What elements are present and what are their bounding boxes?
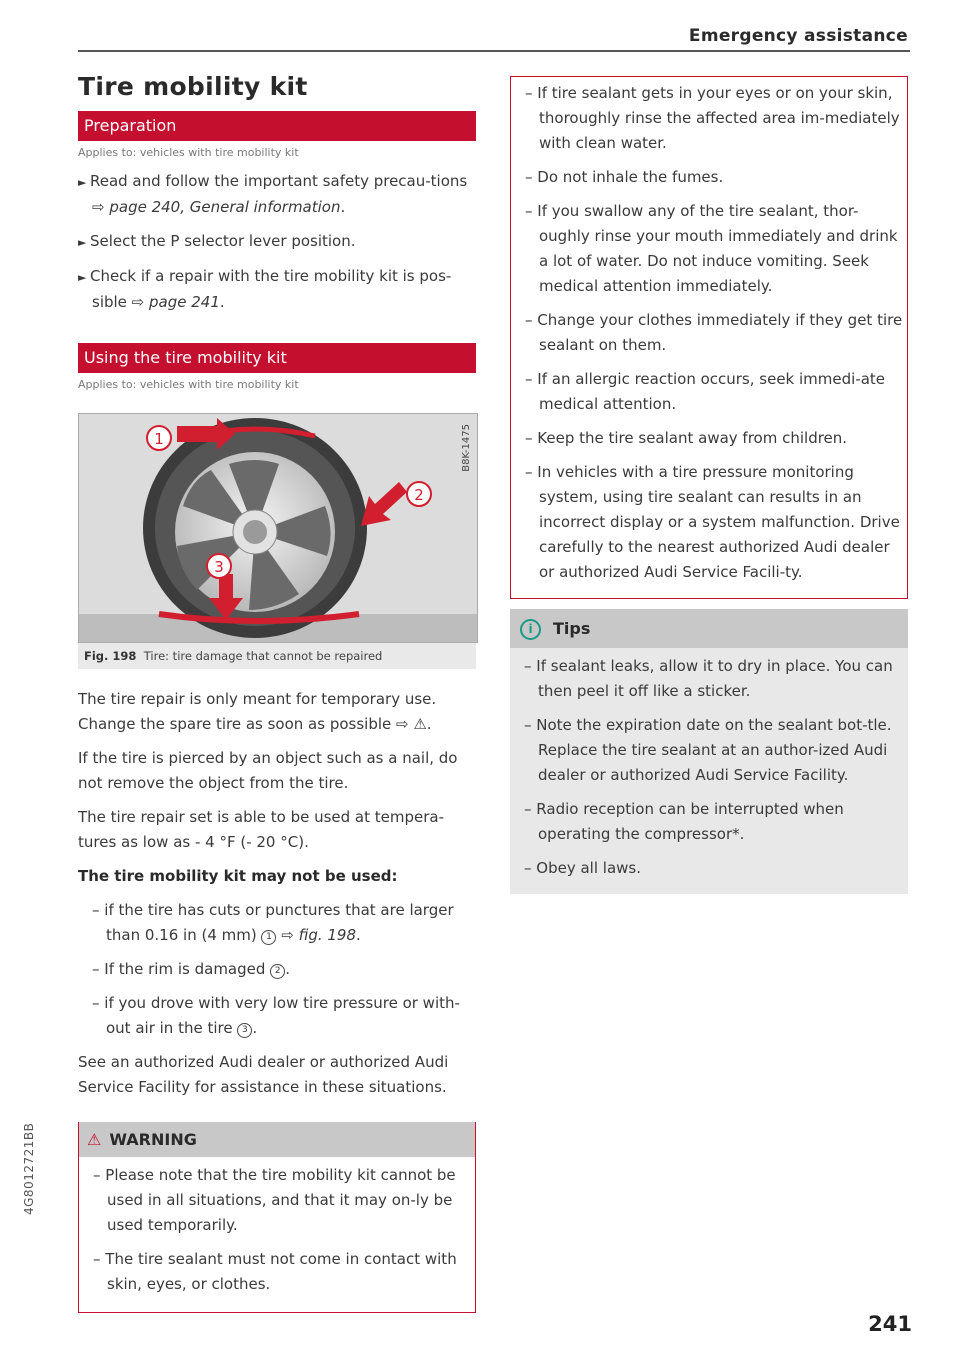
step-item: ► Check if a repair with the tire mobility kit is pos-sible ⇨ page 241. (78, 264, 476, 315)
left-column (78, 72, 476, 1313)
warning-triangle-icon: ⚠ (87, 1130, 102, 1149)
warning-item: – In vehicles with a tire pressure monitoring system, using tire sealant can results in an incorrect display or a system malfunction. Drive carefully to the nearest authorized Audi dealer or authorized Audi Service Facili-ty. (511, 460, 907, 585)
step-item: ► Select the P selector lever position. (78, 229, 476, 255)
warning-item: – Do not inhale the fumes. (511, 165, 907, 190)
callout-2: 2 (414, 486, 424, 504)
document-code: 4G8012721BB (22, 1122, 36, 1215)
preparation-steps (78, 169, 476, 315)
list-item: – if the tire has cuts or punctures that are larger than 0.16 in (4 mm) 1 ⇨ fig. 198. (78, 898, 476, 948)
step-item: ► Read and follow the important safety precau-tions ⇨ page 240, General information. (78, 169, 476, 220)
not-used-heading: The tire mobility kit may not be used: (78, 867, 398, 885)
tip-item: – Note the expiration date on the sealant bot-tle. Replace the tire sealant at an author-ized Audi dealer or authorized Audi Service Facility. (510, 713, 908, 788)
warning-body (79, 1157, 475, 1312)
callout-1: 1 (154, 430, 164, 448)
warning-heading: ⚠ WARNING (79, 1122, 475, 1157)
warning-item: – Change your clothes immediately if they get tire sealant on them. (511, 308, 907, 358)
list-item: – If the rim is damaged 2 . (78, 957, 476, 982)
using-applies: Applies to: vehicles with tire mobility kit (78, 378, 299, 391)
warning-item: – Keep the tire sealant away from children. (511, 426, 907, 451)
right-column (510, 76, 908, 894)
callout-3: 3 (214, 558, 224, 576)
warning-item: – If an allergic reaction occurs, seek immedi-ate medical attention. (511, 367, 907, 417)
figure-caption: Fig. 198 Tire: tire damage that cannot be repaired (78, 643, 476, 669)
tire-illustration (79, 414, 477, 642)
tip-item: – Radio reception can be interrupted when operating the compressor*. (510, 797, 908, 847)
using-body (78, 687, 476, 1100)
paragraph: See an authorized Audi dealer or authorized Audi Service Facility for assistance in these situations. (78, 1053, 449, 1096)
paragraph: The tire repair is only meant for temporary use. Change the spare tire as soon as possible ⇨ ⚠. (78, 690, 437, 733)
paragraph: The tire repair set is able to be used at tempera-tures as low as - 4 °F (- 20 °C). (78, 808, 445, 851)
tips-heading: i Tips (510, 609, 908, 648)
preparation-applies: Applies to: vehicles with tire mobility kit (78, 146, 299, 159)
tip-item: – Obey all laws. (510, 856, 908, 881)
page-link[interactable]: page 240, General information (109, 198, 341, 216)
page-title: Tire mobility kit (78, 72, 308, 101)
tips-box (510, 609, 908, 894)
warning-item: – If you swallow any of the tire sealant, thor-oughly rinse your mouth immediately and drink a lot of water. Do not induce vomiting. Seek medical attention immediately. (511, 199, 907, 299)
header-rule (78, 50, 910, 52)
list-item: – if you drove with very low tire pressure or with-out air in the tire 3 . (78, 991, 476, 1041)
page-link[interactable]: page 241 (149, 293, 220, 311)
warning-item: – Please note that the tire mobility kit cannot be used in all situations, and that it may on-ly be used temporarily. (79, 1163, 475, 1238)
page-number: 241 (868, 1312, 912, 1336)
tip-item: – If sealant leaks, allow it to dry in place. You can then peel it off like a sticker. (510, 654, 908, 704)
info-icon: i (520, 619, 541, 640)
using-heading: Using the tire mobility kit (78, 343, 476, 373)
warning-continued-box (510, 76, 908, 599)
figure-link[interactable]: fig. 198 (298, 926, 357, 944)
section-title: Emergency assistance (688, 26, 908, 46)
warning-box (78, 1122, 476, 1313)
figure-code: B8K-1475 (461, 424, 472, 472)
warning-item: – The tire sealant must not come in contact with skin, eyes, or clothes. (79, 1247, 475, 1297)
warning-item: – If tire sealant gets in your eyes or on your skin, thoroughly rinse the affected area im-mediately with clean water. (511, 81, 907, 156)
tire-figure (78, 413, 478, 643)
preparation-heading: Preparation (78, 111, 476, 141)
paragraph: If the tire is pierced by an object such as a nail, do not remove the object from the tire. (78, 749, 458, 792)
